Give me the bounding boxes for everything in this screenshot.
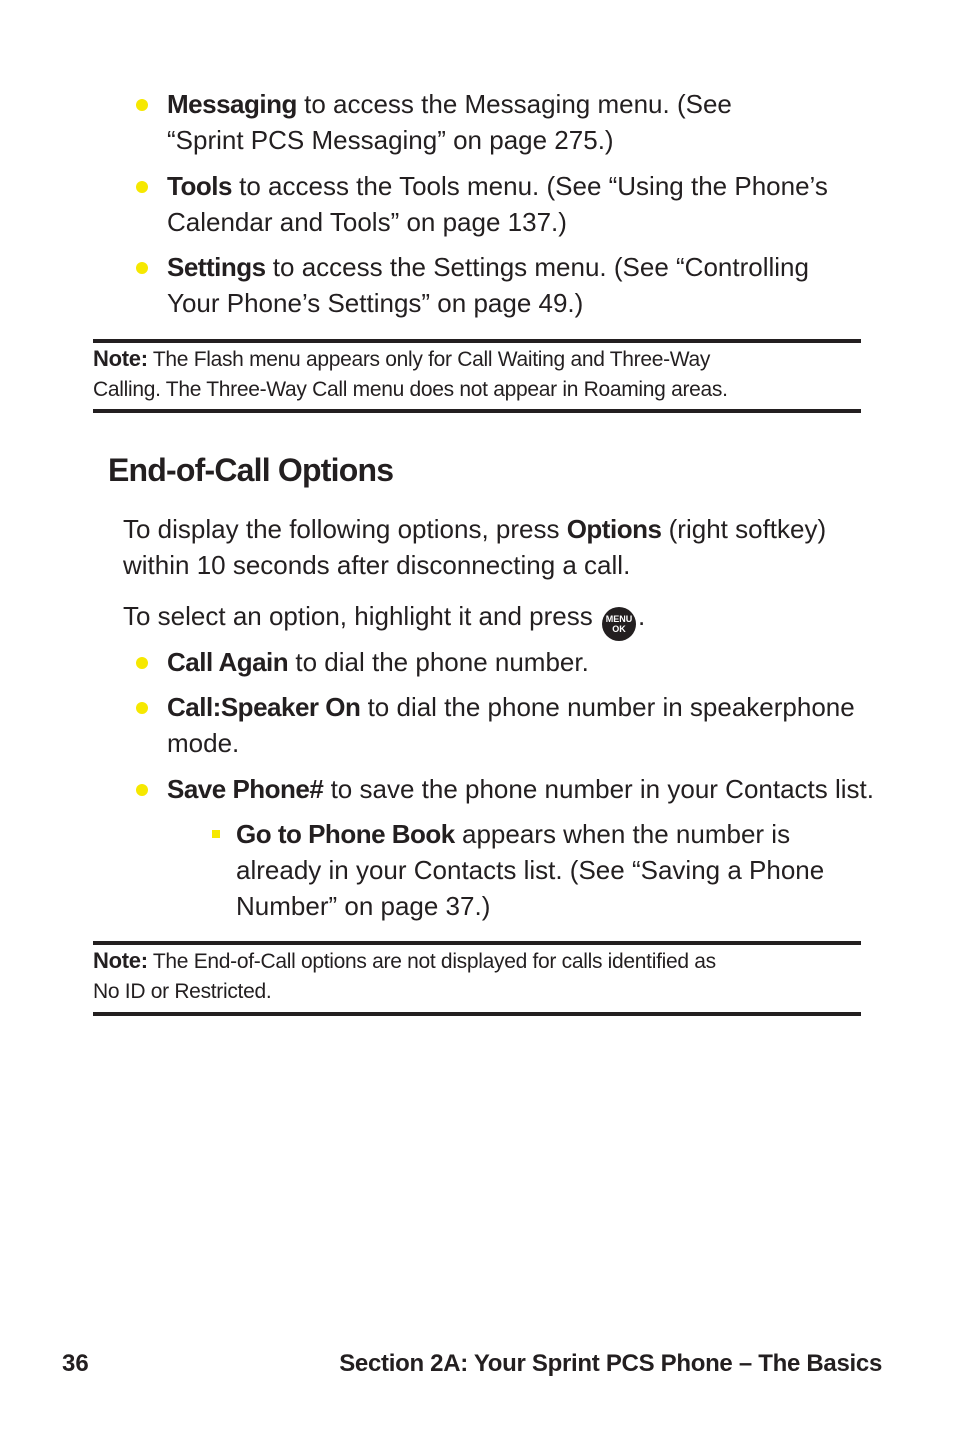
square-bullet-icon [212, 830, 220, 838]
option-term: Call Again [167, 647, 289, 677]
note2-top-rule [93, 941, 861, 945]
sub-option-text-line3: Number” on page 37.) [236, 891, 491, 921]
bullet-term: Settings [167, 252, 266, 282]
note-end-of-call [93, 946, 716, 1007]
select-text: To select an option, highlight it and press [123, 601, 600, 631]
option-text-line2: mode. [167, 728, 240, 758]
options-softkey-term: Options [566, 514, 662, 544]
page-number: 36 [62, 1350, 89, 1377]
option-text: to save the phone number in your Contacts list. [323, 774, 874, 804]
bullet-text: to access the Tools menu. (See “Using the Phone’s [231, 171, 828, 201]
note-label: Note: [93, 948, 148, 973]
note2-bottom-rule [93, 1012, 861, 1016]
note-text: The Flash menu appears only for Call Waiting and Three-Way [147, 348, 711, 371]
bullet-text-line2: Your Phone’s Settings” on page 49.) [167, 288, 584, 318]
sub-option-text: appears when the number is [454, 819, 791, 849]
ok-key-label: OK [612, 624, 626, 634]
sub-option-term: Go to Phone Book [236, 819, 455, 849]
bullet-dot-icon [136, 702, 148, 714]
option-text: to dial the phone number in speakerphone [360, 692, 855, 722]
bullet-text-line2: Calendar and Tools” on page 137.) [167, 207, 567, 237]
menu-ok-key-icon [602, 607, 636, 641]
intro-text-post: (right softkey) [661, 514, 827, 544]
menu-key-label: MENU [605, 614, 633, 624]
note-text: The End-of-Call options are not displayed for calls identified as [147, 950, 716, 973]
note-label: Note: [93, 346, 148, 371]
sub-option-text-line2: already in your Contacts list. (See “Saving a Phone [236, 855, 825, 885]
note-text-line2: Calling. The Three-Way Call menu does not appear in Roaming areas. [93, 378, 728, 401]
bullet-text: to access the Settings menu. (See “Controlling [265, 252, 809, 282]
note-flash-menu [93, 344, 728, 405]
option-text: to dial the phone number. [288, 647, 589, 677]
intro-paragraph [123, 511, 826, 583]
bullet-text-line2: “Sprint PCS Messaging” on page 275.) [167, 125, 614, 155]
select-end: . [637, 601, 646, 631]
bullet-dot-icon [136, 657, 148, 669]
note-top-rule [93, 339, 861, 343]
intro-text-line2: within 10 seconds after disconnecting a call. [123, 550, 631, 580]
bullet-dot-icon [136, 784, 148, 796]
bullet-dot-icon [136, 181, 148, 193]
section-heading: End-of-Call Options [108, 452, 394, 488]
note-bottom-rule [93, 409, 861, 413]
select-instruction [123, 598, 645, 641]
bullet-dot-icon [136, 99, 148, 111]
bullet-text: to access the Messaging menu. (See [296, 89, 732, 119]
intro-text: To display the following options, press [123, 514, 567, 544]
option-term: Save Phone# [167, 774, 324, 804]
note-text-line2: No ID or Restricted. [93, 980, 272, 1003]
bullet-dot-icon [136, 262, 148, 274]
bullet-term: Tools [167, 171, 232, 201]
bullet-term: Messaging [167, 89, 297, 119]
option-term: Call:Speaker On [167, 692, 361, 722]
section-footer: Section 2A: Your Sprint PCS Phone – The Basics [339, 1350, 882, 1377]
